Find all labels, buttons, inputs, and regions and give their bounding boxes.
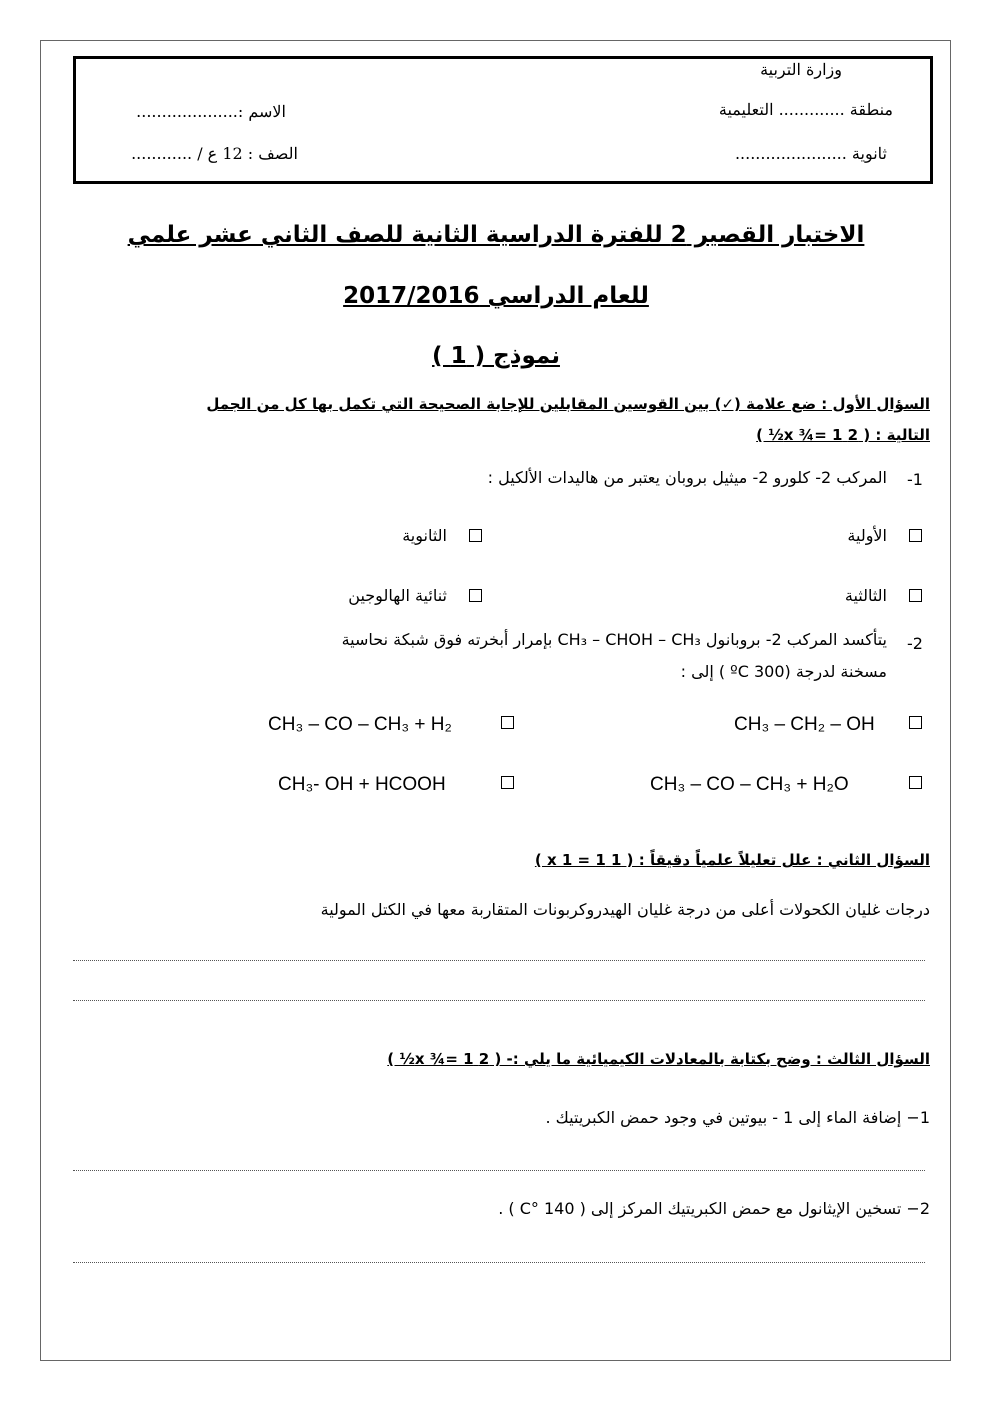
option-label: الأولية bbox=[847, 526, 887, 545]
option-checkbox[interactable] bbox=[909, 716, 922, 729]
option-checkbox[interactable] bbox=[909, 776, 922, 789]
option-formula: CH₃ – CH₂ – OH bbox=[734, 714, 875, 735]
q2-heading: السؤال الثاني : علل تعليلاً علمياً دقيقاً : ( 1 x 1 = 1 ) bbox=[534, 851, 930, 869]
school-label: ثانوية ...................... bbox=[734, 144, 887, 163]
academic-year: للعام الدراسي 2017/2016 bbox=[343, 283, 649, 309]
option-formula: CH₃ – CO – CH₃ + H₂O bbox=[650, 774, 849, 795]
option-checkbox[interactable] bbox=[469, 589, 482, 602]
q1-item2-text-cont: مسخنة لدرجة (300 ºC ) إلى : bbox=[680, 662, 887, 681]
option-label: الثالثية bbox=[844, 586, 887, 605]
option-checkbox[interactable] bbox=[909, 529, 922, 542]
q3-item2: 2− تسخين الإيثانول مع حمض الكبريتيك المركز إلى ( 140 °C ) . bbox=[498, 1199, 930, 1218]
ministry-label: وزارة التربية bbox=[760, 60, 842, 79]
q1-heading: السؤال الأول : ضع علامة (✓) بين القوسين المقابلين للإجابة الصحيحة التي تكمل بها كل من الجمل bbox=[206, 395, 930, 413]
option-label: ثنائية الهالوجين bbox=[348, 586, 447, 605]
q1-item2-number: -2 bbox=[907, 634, 923, 653]
option-formula: CH₃ – CO – CH₃ + H₂ bbox=[268, 714, 452, 735]
q3-heading: السؤال الثالث : وضح بكتابة بالمعادلات الكيميائية ما يلي :- ( 2 x ¾= 1½ ) bbox=[387, 1050, 930, 1068]
exam-title: الاختبار القصير 2 للفترة الدراسية الثانية للصف الثاني عشر علمي bbox=[127, 222, 865, 248]
q1-item1-number: -1 bbox=[907, 470, 923, 489]
student-name-field[interactable]: الاسم :.................... bbox=[136, 102, 286, 121]
option-checkbox[interactable] bbox=[469, 529, 482, 542]
option-formula: CH₃- OH + HCOOH bbox=[278, 774, 446, 795]
option-label: الثانوية bbox=[402, 526, 447, 545]
answer-line[interactable] bbox=[73, 1170, 925, 1171]
q1-heading-marks: التالية : ( 2 x ¾= 1½ ) bbox=[756, 426, 930, 444]
answer-line[interactable] bbox=[73, 1262, 925, 1263]
option-checkbox[interactable] bbox=[909, 589, 922, 602]
option-checkbox[interactable] bbox=[501, 776, 514, 789]
q2-statement: درجات غليان الكحولات أعلى من درجة غليان الهيدروكربونات المتقاربة معها في الكتل المولية bbox=[320, 900, 930, 919]
answer-line[interactable] bbox=[73, 960, 925, 961]
answer-line[interactable] bbox=[73, 1000, 925, 1001]
model-number: نموذج ( 1 ) bbox=[432, 343, 560, 369]
district-label: منطقة ............. التعليمية bbox=[718, 100, 893, 119]
option-checkbox[interactable] bbox=[501, 716, 514, 729]
q1-item1-text: المركب 2- كلورو 2- ميثيل بروبان يعتبر من هاليدات الألكيل : bbox=[487, 468, 887, 487]
q1-item2-text: يتأكسد المركب 2- بروبانول CH₃ – CHOH – CH₃ بإمرار أبخرته فوق شبكة نحاسية bbox=[341, 630, 887, 649]
class-field[interactable]: الصف : 12 ع / ............ bbox=[131, 144, 298, 163]
q3-item1: 1− إضافة الماء إلى 1 - بيوتين في وجود حمض الكبريتيك . bbox=[545, 1108, 930, 1127]
